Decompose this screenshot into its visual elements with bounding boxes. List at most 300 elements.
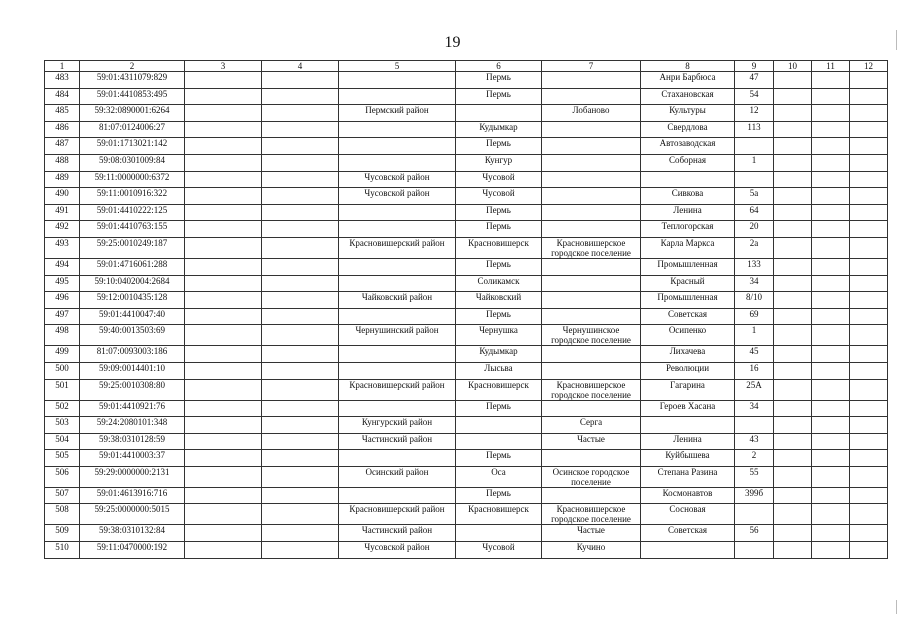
cell-col-4 (262, 308, 339, 325)
cell-col-1: 496 (45, 292, 80, 309)
cell-col-12 (850, 466, 888, 487)
cell-col-6: Лысьва (456, 362, 542, 379)
cell-col-7 (542, 346, 641, 363)
cell-col-10 (774, 504, 812, 525)
cell-col-4 (262, 504, 339, 525)
cell-col-8: Ленина (641, 204, 735, 221)
cell-col-2: 59:01:4410003:37 (80, 450, 185, 467)
cell-col-6: Кунгур (456, 154, 542, 171)
cell-col-7: Осинское городское поселение (542, 466, 641, 487)
cell-col-8: Сивкова (641, 188, 735, 205)
table-row (45, 487, 888, 504)
cell-col-5: Чусовской район (339, 171, 456, 188)
cell-col-9: 1 (735, 325, 774, 346)
cell-col-9: 43 (735, 433, 774, 450)
cell-col-7: Красновишерское городское поселение (542, 237, 641, 258)
column-header-9: 9 (735, 61, 774, 72)
cell-col-4 (262, 258, 339, 275)
cell-col-10 (774, 258, 812, 275)
cell-col-1: 488 (45, 154, 80, 171)
cell-col-1: 508 (45, 504, 80, 525)
table-row (45, 138, 888, 155)
cell-col-12 (850, 362, 888, 379)
cell-col-7 (542, 487, 641, 504)
cell-col-10 (774, 275, 812, 292)
cell-col-10 (774, 221, 812, 238)
cell-col-5: Красновишерский район (339, 379, 456, 400)
table-row (45, 275, 888, 292)
cell-col-7 (542, 121, 641, 138)
cell-col-5 (339, 346, 456, 363)
cell-col-11 (812, 237, 850, 258)
cell-col-9: 56 (735, 525, 774, 542)
cell-col-12 (850, 105, 888, 122)
cell-col-12 (850, 542, 888, 559)
cell-col-12 (850, 308, 888, 325)
header-row (45, 61, 888, 72)
cell-col-5 (339, 204, 456, 221)
cell-col-11 (812, 504, 850, 525)
cell-col-4 (262, 433, 339, 450)
cell-col-4 (262, 88, 339, 105)
cell-col-2: 59:25:0000000:5015 (80, 504, 185, 525)
cell-col-10 (774, 325, 812, 346)
cell-col-2: 59:01:1713021:142 (80, 138, 185, 155)
cell-col-7 (542, 258, 641, 275)
cell-col-1: 491 (45, 204, 80, 221)
cell-col-3 (185, 504, 262, 525)
cell-col-8: Осипенко (641, 325, 735, 346)
cell-col-12 (850, 450, 888, 467)
cell-col-3 (185, 362, 262, 379)
table-row (45, 237, 888, 258)
cell-col-11 (812, 417, 850, 434)
column-header-2: 2 (80, 61, 185, 72)
cell-col-7 (542, 308, 641, 325)
cell-col-10 (774, 105, 812, 122)
cell-col-9 (735, 504, 774, 525)
cell-col-6 (456, 525, 542, 542)
cell-col-8: Культуры (641, 105, 735, 122)
cell-col-2: 59:11:0010916:322 (80, 188, 185, 205)
cell-col-4 (262, 275, 339, 292)
cell-col-10 (774, 138, 812, 155)
cell-col-1: 510 (45, 542, 80, 559)
cell-col-12 (850, 121, 888, 138)
cell-col-8: Стахановская (641, 88, 735, 105)
cell-col-1: 506 (45, 466, 80, 487)
table-body (45, 72, 888, 559)
cell-col-8: Карла Маркса (641, 237, 735, 258)
column-header-10: 10 (774, 61, 812, 72)
cell-col-10 (774, 308, 812, 325)
cell-col-5: Чернушинский район (339, 325, 456, 346)
cell-col-10 (774, 121, 812, 138)
cell-col-4 (262, 325, 339, 346)
cell-col-3 (185, 88, 262, 105)
cell-col-7: Чернушинское городское поселение (542, 325, 641, 346)
cell-col-7 (542, 88, 641, 105)
cell-col-5: Осинский район (339, 466, 456, 487)
column-header-3: 3 (185, 61, 262, 72)
cell-col-9: 69 (735, 308, 774, 325)
cell-col-5: Частинский район (339, 433, 456, 450)
cell-col-2: 59:01:4410222:125 (80, 204, 185, 221)
cell-col-1: 499 (45, 346, 80, 363)
table-row (45, 121, 888, 138)
cell-col-2: 59:01:4410921:76 (80, 400, 185, 417)
cell-col-5 (339, 362, 456, 379)
cell-col-11 (812, 325, 850, 346)
cell-col-6 (456, 433, 542, 450)
cell-col-3 (185, 400, 262, 417)
cell-col-1: 495 (45, 275, 80, 292)
table-row (45, 88, 888, 105)
table-row (45, 221, 888, 238)
cell-col-8: Героев Хасана (641, 400, 735, 417)
cell-col-4 (262, 487, 339, 504)
table-row (45, 154, 888, 171)
cell-col-9: 55 (735, 466, 774, 487)
cell-col-6: Пермь (456, 450, 542, 467)
cell-col-5 (339, 400, 456, 417)
cell-col-12 (850, 487, 888, 504)
cell-col-3 (185, 292, 262, 309)
cell-col-1: 493 (45, 237, 80, 258)
cell-col-1: 490 (45, 188, 80, 205)
cell-col-3 (185, 308, 262, 325)
cell-col-4 (262, 72, 339, 89)
table-row (45, 204, 888, 221)
cell-col-10 (774, 542, 812, 559)
cell-col-8: Куйбышева (641, 450, 735, 467)
cell-col-12 (850, 346, 888, 363)
cell-col-4 (262, 221, 339, 238)
cell-col-3 (185, 154, 262, 171)
cell-col-8: Лихачева (641, 346, 735, 363)
cell-col-5 (339, 138, 456, 155)
cell-col-6: Чусовой (456, 188, 542, 205)
cell-col-3 (185, 417, 262, 434)
table-row (45, 258, 888, 275)
cell-col-5: Пермский район (339, 105, 456, 122)
cell-col-7 (542, 154, 641, 171)
cell-col-6: Кудымкар (456, 121, 542, 138)
cell-col-3 (185, 221, 262, 238)
table-row (45, 417, 888, 434)
cell-col-6: Чайковский (456, 292, 542, 309)
table-row (45, 188, 888, 205)
cell-col-3 (185, 275, 262, 292)
cell-col-12 (850, 400, 888, 417)
cell-col-3 (185, 121, 262, 138)
table-row (45, 450, 888, 467)
cell-col-12 (850, 433, 888, 450)
cell-col-5 (339, 450, 456, 467)
cell-col-3 (185, 487, 262, 504)
cell-col-8 (641, 171, 735, 188)
cell-col-11 (812, 487, 850, 504)
cell-col-9 (735, 542, 774, 559)
cell-col-1: 500 (45, 362, 80, 379)
cell-col-7: Красновишерское городское поселение (542, 379, 641, 400)
cell-col-1: 505 (45, 450, 80, 467)
cell-col-9: 45 (735, 346, 774, 363)
cell-col-10 (774, 237, 812, 258)
cell-col-11 (812, 346, 850, 363)
cell-col-8: Красный (641, 275, 735, 292)
cell-col-5 (339, 221, 456, 238)
cell-col-10 (774, 400, 812, 417)
table-row (45, 400, 888, 417)
cell-col-4 (262, 105, 339, 122)
cell-col-8: Советская (641, 308, 735, 325)
cell-col-1: 502 (45, 400, 80, 417)
cell-col-10 (774, 154, 812, 171)
cell-col-12 (850, 171, 888, 188)
cell-col-2: 59:09:0014401:10 (80, 362, 185, 379)
table-row (45, 525, 888, 542)
cell-col-4 (262, 346, 339, 363)
cell-col-4 (262, 417, 339, 434)
cell-col-6: Пермь (456, 72, 542, 89)
cell-col-9: 54 (735, 88, 774, 105)
scan-edge-mark (896, 600, 897, 614)
cell-col-4 (262, 450, 339, 467)
cell-col-11 (812, 138, 850, 155)
cell-col-5: Частинский район (339, 525, 456, 542)
cell-col-10 (774, 204, 812, 221)
cell-col-11 (812, 154, 850, 171)
cell-col-1: 498 (45, 325, 80, 346)
cell-col-1: 503 (45, 417, 80, 434)
cell-col-4 (262, 379, 339, 400)
cell-col-7: Частые (542, 525, 641, 542)
cell-col-9: 5а (735, 188, 774, 205)
cell-col-12 (850, 138, 888, 155)
cell-col-4 (262, 188, 339, 205)
cell-col-2: 59:40:0013503:69 (80, 325, 185, 346)
cell-col-1: 492 (45, 221, 80, 238)
cell-col-9 (735, 417, 774, 434)
cell-col-6: Пермь (456, 221, 542, 238)
table-row (45, 466, 888, 487)
cell-col-6: Чусовой (456, 542, 542, 559)
cell-col-10 (774, 88, 812, 105)
cell-col-9: 8/10 (735, 292, 774, 309)
cell-col-4 (262, 292, 339, 309)
cell-col-7 (542, 400, 641, 417)
cell-col-9: 12 (735, 105, 774, 122)
cell-col-5 (339, 308, 456, 325)
cell-col-1: 487 (45, 138, 80, 155)
scan-edge-mark (896, 30, 897, 50)
cell-col-12 (850, 325, 888, 346)
cell-col-5: Красновишерский район (339, 237, 456, 258)
table-row (45, 105, 888, 122)
cell-col-6 (456, 105, 542, 122)
cell-col-8: Промышленная (641, 258, 735, 275)
cell-col-9: 34 (735, 275, 774, 292)
cell-col-4 (262, 237, 339, 258)
cell-col-8: Свердлова (641, 121, 735, 138)
cell-col-4 (262, 171, 339, 188)
cell-col-11 (812, 121, 850, 138)
cell-col-12 (850, 379, 888, 400)
column-header-1: 1 (45, 61, 80, 72)
cell-col-8: Космонавтов (641, 487, 735, 504)
cell-col-8 (641, 417, 735, 434)
cell-col-6: Пермь (456, 487, 542, 504)
cell-col-9: 399б (735, 487, 774, 504)
cell-col-7 (542, 362, 641, 379)
table-row (45, 346, 888, 363)
cell-col-11 (812, 258, 850, 275)
cell-col-11 (812, 466, 850, 487)
table-row (45, 72, 888, 89)
cell-col-5 (339, 72, 456, 89)
cell-col-8: Анри Барбюса (641, 72, 735, 89)
cell-col-6: Соликамск (456, 275, 542, 292)
cell-col-5: Красновишерский район (339, 504, 456, 525)
cell-col-3 (185, 138, 262, 155)
cell-col-2: 59:01:4716061:288 (80, 258, 185, 275)
cell-col-12 (850, 188, 888, 205)
cell-col-2: 59:01:4410853:495 (80, 88, 185, 105)
cell-col-4 (262, 121, 339, 138)
cell-col-12 (850, 154, 888, 171)
cell-col-3 (185, 542, 262, 559)
cell-col-11 (812, 379, 850, 400)
table-row (45, 504, 888, 525)
cell-col-3 (185, 346, 262, 363)
cell-col-5 (339, 121, 456, 138)
cell-col-5 (339, 275, 456, 292)
cell-col-7 (542, 171, 641, 188)
cell-col-12 (850, 237, 888, 258)
cell-col-2: 59:01:4410047:40 (80, 308, 185, 325)
cell-col-1: 484 (45, 88, 80, 105)
cell-col-3 (185, 258, 262, 275)
cell-col-7 (542, 188, 641, 205)
cell-col-12 (850, 88, 888, 105)
cell-col-6: Кудымкар (456, 346, 542, 363)
cell-col-3 (185, 237, 262, 258)
cell-col-5: Чусовской район (339, 542, 456, 559)
cell-col-9: 2а (735, 237, 774, 258)
cell-col-11 (812, 450, 850, 467)
cell-col-2: 59:11:0000000:6372 (80, 171, 185, 188)
cell-col-6: Пермь (456, 88, 542, 105)
cell-col-11 (812, 400, 850, 417)
cell-col-1: 486 (45, 121, 80, 138)
column-header-11: 11 (812, 61, 850, 72)
cell-col-10 (774, 379, 812, 400)
cell-col-7 (542, 138, 641, 155)
cell-col-5: Кунгурский район (339, 417, 456, 434)
cell-col-3 (185, 466, 262, 487)
cell-col-3 (185, 72, 262, 89)
cell-col-5: Чусовской район (339, 188, 456, 205)
cell-col-11 (812, 105, 850, 122)
cell-col-2: 59:32:0890001:6264 (80, 105, 185, 122)
cell-col-3 (185, 105, 262, 122)
cell-col-11 (812, 362, 850, 379)
cell-col-10 (774, 346, 812, 363)
cell-col-11 (812, 292, 850, 309)
cadastral-register-table (44, 60, 888, 559)
cell-col-8: Соборная (641, 154, 735, 171)
column-header-12: 12 (850, 61, 888, 72)
cell-col-4 (262, 542, 339, 559)
cell-col-1: 507 (45, 487, 80, 504)
cell-col-10 (774, 72, 812, 89)
cell-col-9: 2 (735, 450, 774, 467)
column-header-6: 6 (456, 61, 542, 72)
cell-col-7 (542, 204, 641, 221)
cell-col-4 (262, 138, 339, 155)
cell-col-8 (641, 542, 735, 559)
cell-col-10 (774, 433, 812, 450)
cell-col-7: Частые (542, 433, 641, 450)
cell-col-12 (850, 72, 888, 89)
cell-col-2: 59:29:0000000:2131 (80, 466, 185, 487)
cell-col-6: Красновишерск (456, 379, 542, 400)
cell-col-3 (185, 433, 262, 450)
table-row (45, 325, 888, 346)
page-number: 19 (444, 34, 461, 51)
cell-col-9: 133 (735, 258, 774, 275)
cell-col-9 (735, 138, 774, 155)
table-row (45, 362, 888, 379)
cell-col-7 (542, 292, 641, 309)
cell-col-2: 59:11:0470000:192 (80, 542, 185, 559)
cell-col-9 (735, 171, 774, 188)
cell-col-3 (185, 325, 262, 346)
cell-col-6: Оса (456, 466, 542, 487)
cell-col-11 (812, 221, 850, 238)
cell-col-2: 59:38:0310128:59 (80, 433, 185, 450)
column-header-7: 7 (542, 61, 641, 72)
cell-col-4 (262, 154, 339, 171)
cell-col-5: Чайковский район (339, 292, 456, 309)
cell-col-8: Революции (641, 362, 735, 379)
cell-col-2: 59:01:4311079:829 (80, 72, 185, 89)
cell-col-2: 59:25:0010249:187 (80, 237, 185, 258)
cell-col-3 (185, 379, 262, 400)
cell-col-12 (850, 221, 888, 238)
cell-col-9: 25А (735, 379, 774, 400)
cell-col-2: 81:07:0093003:186 (80, 346, 185, 363)
cell-col-2: 59:38:0310132:84 (80, 525, 185, 542)
table-row (45, 292, 888, 309)
cell-col-11 (812, 433, 850, 450)
cell-col-6: Пермь (456, 400, 542, 417)
cell-col-2: 59:01:4410763:155 (80, 221, 185, 238)
cell-col-11 (812, 308, 850, 325)
cell-col-10 (774, 362, 812, 379)
cell-col-6: Пермь (456, 204, 542, 221)
cell-col-11 (812, 88, 850, 105)
cell-col-2: 59:08:0301009:84 (80, 154, 185, 171)
cell-col-4 (262, 525, 339, 542)
cell-col-11 (812, 542, 850, 559)
cell-col-5 (339, 487, 456, 504)
cell-col-9: 47 (735, 72, 774, 89)
cell-col-9: 64 (735, 204, 774, 221)
cell-col-4 (262, 466, 339, 487)
cell-col-10 (774, 450, 812, 467)
